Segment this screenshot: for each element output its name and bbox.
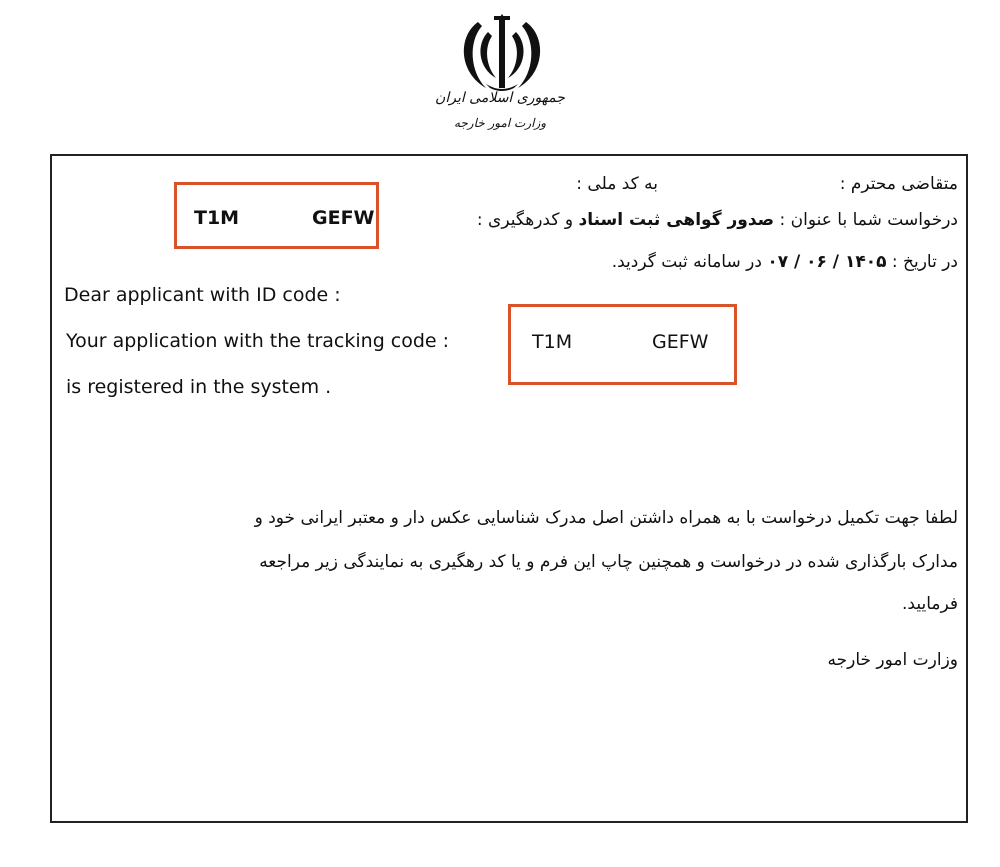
- instruction-line-2: مدارک بارگذاری شده در درخواست و همچنین چاپ این فرم و یا کد رهگیری به نمایندگی زیر مراجعه: [259, 552, 958, 572]
- country-name: جمهوری اسلامی ایران: [435, 90, 565, 106]
- tracking-code-part2-en: GEFW: [652, 331, 709, 353]
- ministry-name: وزارت امور خارجه: [453, 116, 547, 130]
- signature: وزارت امور خارجه: [827, 650, 958, 670]
- date-label: در تاریخ :: [891, 252, 958, 272]
- english-greeting: Dear applicant with ID code :: [64, 284, 341, 306]
- request-line: [477, 208, 958, 232]
- iran-emblem-icon: [456, 14, 548, 94]
- date-value: ۱۴۰۵ / ۰۶ / ۰۷: [767, 252, 887, 272]
- national-id-label: به کد ملی :: [576, 174, 658, 194]
- applicant-label: متقاضی محترم :: [839, 174, 958, 194]
- registered-text: در سامانه ثبت گردید.: [611, 252, 762, 272]
- instruction-line-1: لطفا جهت تکمیل درخواست با به همراه داشتن اصل مدرک شناسایی عکس دار و معتبر ایرانی خود و: [254, 508, 958, 528]
- date-line: [612, 250, 958, 274]
- tracking-code-part2-fa: GEFW: [312, 207, 375, 229]
- document-box: [50, 154, 968, 823]
- header-emblem: [420, 4, 580, 144]
- instruction-line-3: فرمایید.: [902, 594, 958, 614]
- english-application-line: Your application with the tracking code :: [66, 330, 450, 352]
- tracking-code-part1-fa: T1M: [194, 207, 240, 229]
- request-title: صدور گواهی ثبت اسناد: [578, 210, 775, 230]
- tracking-code-part1-en: T1M: [532, 331, 573, 353]
- english-registered-line: is registered in the system .: [66, 376, 332, 398]
- request-prefix: درخواست شما با عنوان :: [779, 210, 958, 230]
- tracking-label: و کدرهگیری :: [476, 210, 574, 230]
